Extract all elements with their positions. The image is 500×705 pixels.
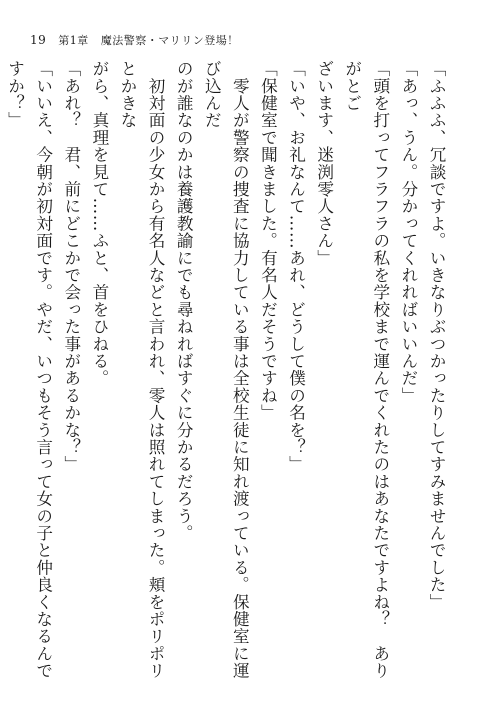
text-line: ざいます、迷渕零人さん」 [314,60,334,267]
text-line: 「保健室で聞きました。有名人だそうですね」 [258,60,278,422]
text-line: 「あっ、うん。分かってくれればいいんだ」 [398,60,418,404]
text-line: 「頭を打ってフラフラの私を学校まで運んでくれたのはあなたですよね？ ありがとご [342,60,390,680]
chapter-label: 第1章 [58,34,89,47]
vertical-body-text [5,60,450,692]
text-line [0,60,1,692]
text-line: 「あれ？ 君、前にどこかで会った事があるかな？」 [61,60,81,473]
page-number: 19 [30,33,47,47]
text-line: 初対面の少女から有名人などと言われ、零人は照れてしまった。頬をポリポリとかきな [117,60,166,680]
text-line: のが誰なのかは養護教諭にでも尋ねればすぐに分かるだろう。 [174,60,194,542]
text-line: がら、真理を見て……ふと、首をひねる。 [89,60,109,387]
running-header [30,30,239,50]
text-line: 「いや、お礼なんて……あれ、どうして僕の名を？」 [286,60,306,473]
chapter-title: 魔法警察・マリリン登場！ [100,34,239,47]
text-line: 零人が警察の捜査に協力している事は全校生徒に知れ渡っている。保健室に運び込んだ [202,60,250,680]
text-line: 「ふふふ、冗談ですよ。いきなりぶつかったりしてすみませんでした」 [427,60,446,611]
text-line: 「いいえ、今朝が初対面です。やだ、いつもそう言って女の子と仲良くなるんですか？」 [5,60,53,680]
